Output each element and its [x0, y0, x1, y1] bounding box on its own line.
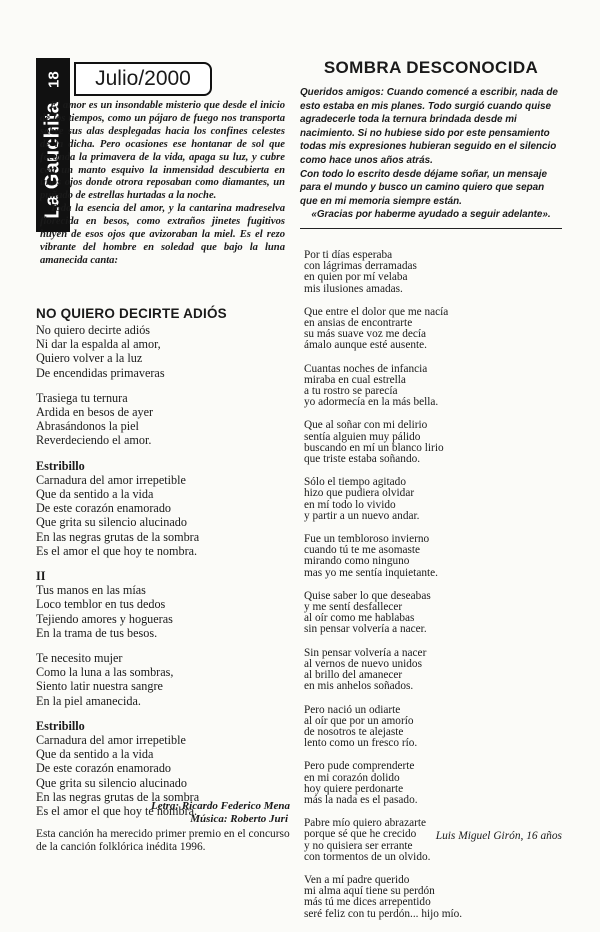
poem-line: Pero nació un odiarte: [304, 703, 401, 716]
letter-paragraph: Con todo lo escrito desde déjame soñar, un mensaje para el mundo y busco un camino quiero que sepan que en mi memoria siempre están.: [300, 168, 547, 207]
poem-line: y partir a un nuevo andar.: [304, 509, 420, 522]
poem-line: miraba en cual estrella: [304, 373, 406, 386]
poem-line: en ansias de encontrarte: [304, 317, 413, 330]
song-line: Como la luna a las sombras,: [36, 665, 174, 680]
song-line: En la trama de tus besos.: [36, 625, 158, 640]
song-stanza: [36, 651, 286, 708]
song-title: NO QUIERO DECIRTE ADIÓS: [36, 306, 227, 321]
magazine-name: La Gauchita: [41, 102, 64, 219]
poem-line: Ven a mí padre querido: [304, 873, 410, 886]
song-line: De este corazón enamorado: [36, 501, 172, 516]
song-line: Abrasándonos la piel: [36, 419, 139, 434]
poem-line: de nosotros te alejaste: [304, 725, 404, 738]
poem-stanza: [304, 761, 566, 806]
poem-line: ámalo aunque esté ausente.: [304, 339, 427, 352]
poem-line: mas yo me sentía inquietante.: [304, 566, 438, 579]
poem-author: Luis Miguel Girón, 16 años: [435, 830, 562, 842]
lyrics-credit: Letra: Ricardo Federico Mena: [150, 800, 290, 812]
poem-line: más tú me dices arrepentido: [304, 896, 431, 909]
poem-line: que triste estaba soñando.: [304, 453, 421, 466]
song-line: Que grita su silencio alucinado: [36, 515, 187, 530]
intro-paragraph: El amor es un insondable misterio que desde el inicio de los tiempos, como un pájaro de fuego nos transporta sobre sus alas desplegadas hacia los confines celestes de la dicha. Pero ocasiones ese hontanar de sol que fecunda la primavera de la vida, apaga su luz, y cubre con un manto esquivo la inmensidad descubierta en unos ojos donde otrora reposaban como diamantes, un puñado de estrellas hurtadas a la noche.: [40, 100, 285, 202]
song-line: En las negras grutas de la sombra: [36, 789, 200, 804]
song-stanzas: [36, 323, 286, 818]
poem-stanza: [304, 875, 566, 920]
issue-date: Julio/2000: [74, 62, 212, 96]
poem-stanza: [304, 591, 566, 636]
page-number: 18: [45, 71, 63, 88]
song: [36, 306, 286, 829]
poem-line: sentía alguien muy pálido: [304, 430, 421, 443]
poem-line: más la nada es el pasado.: [304, 793, 418, 806]
poem-line: en mi corazón dolido: [304, 771, 400, 784]
poem-stanza: [304, 364, 566, 409]
poem-line: en mis anhelos soñados.: [304, 680, 414, 693]
song-line: En la piel amanecida.: [36, 693, 141, 708]
poem-title: SOMBRA DESCONOCIDA: [323, 58, 539, 77]
poem-line: y me sentí desfallecer: [304, 601, 403, 614]
song-stanza: [36, 569, 286, 640]
song-stanza: [36, 391, 286, 448]
song-line: Es el amor el que hoy te nombra.: [36, 804, 198, 819]
poem-line: yo adormecía en la más bella.: [304, 396, 439, 409]
song-line: En las negras grutas de la sombra: [36, 529, 200, 544]
poem-line: seré feliz con tu perdón... hijo mío.: [304, 907, 463, 920]
song-line: Trasiega tu ternura: [36, 390, 128, 405]
song-line: Siento latir nuestra sangre: [36, 679, 163, 694]
poem-line: Pero pude comprenderte: [304, 760, 415, 773]
poem-line: Quise saber lo que deseabas: [304, 589, 431, 602]
letter-thanks: «Gracias por haberme ayudado a seguir adelante».: [311, 209, 551, 221]
poem-line: lento como un fresco río.: [304, 737, 418, 750]
poem-line: cuando tú te me asomaste: [304, 544, 421, 557]
song-line: Carnadura del amor irrepetible: [36, 733, 186, 748]
music-credit: Música: Roberto Juri: [190, 813, 288, 825]
song-line: Que da sentido a la vida: [36, 487, 154, 502]
poem-line: al oír como me hablabas: [304, 612, 415, 625]
poem-line: buscando en mí un blanco lirio: [304, 441, 444, 454]
song-line: No quiero decirte adiós: [36, 323, 151, 337]
poem-line: en mí todo lo vivido: [304, 498, 396, 511]
intro-text: [40, 100, 285, 268]
poem-line: a tu rostro se parecía: [304, 385, 398, 398]
poem-line: Que al soñar con mi delirio: [304, 419, 428, 432]
award-note: Esta canción ha merecido primer premio en el concurso de la canción folklórica inédita 1996.: [36, 828, 290, 854]
poem-stanza: [304, 648, 566, 693]
poem-line: Fue un tembloroso invierno: [304, 533, 430, 546]
song-line: De encendidas primaveras: [36, 365, 165, 380]
poem-line: mis ilusiones amadas.: [304, 282, 403, 295]
poem-line: Sólo el tiempo agitado: [304, 476, 406, 489]
stanza-heading: Estribillo: [36, 718, 85, 733]
poem-header: [300, 58, 562, 237]
song-line: Que grita su silencio alucinado: [36, 775, 187, 790]
song-line: Ardida en besos de ayer: [36, 405, 154, 420]
song-line: Carnadura del amor irrepetible: [36, 472, 186, 487]
song-line: Es el amor el que hoy te nombra.: [36, 543, 198, 558]
poem-stanza: [304, 250, 566, 295]
song-line: Que da sentido a la vida: [36, 747, 154, 762]
poem-stanza: [304, 420, 566, 465]
poem-letter: [300, 86, 562, 222]
song-stanza: [36, 459, 286, 558]
poem-line: al vernos de nuevo unidos: [304, 657, 422, 670]
poem-line: al brillo del amanecer: [304, 669, 403, 682]
poem-line: Pabre mío quiero abrazarte: [304, 817, 427, 830]
poem-line: mi alma aquí tiene su perdón: [304, 885, 435, 898]
letter-paragraph: Queridos amigos: Cuando comencé a escribir, nada de esto estaba en mis planes. Todo surgió cuando quise agradecerle toda la ternura brindada desde mi nacimiento. Si no hubiese sido por este pensamiento todas mis expresiones hubieran seguido en el silencio como hace unos años atrás.: [300, 87, 558, 166]
poem-line: Por ti días esperaba: [304, 249, 393, 261]
poem-line: su más suave voz me decía: [304, 328, 427, 341]
song-line: De este corazón enamorado: [36, 761, 172, 776]
poem-line: hoy quiere perdonarte: [304, 782, 404, 795]
song-line: Tejiendo amores y hogueras: [36, 611, 173, 626]
poem-line: con tormentos de un olvido.: [304, 850, 431, 863]
song-line: Tus manos en las mías: [36, 583, 146, 598]
song-line: Te necesito mujer: [36, 651, 123, 666]
song-line: Ni dar la espalda al amor,: [36, 337, 161, 352]
poem-line: con lágrimas derramadas: [304, 260, 417, 273]
poem-stanza: [304, 477, 566, 522]
song-credits: [36, 800, 290, 826]
song-line: Loco temblor en tus dedos: [36, 597, 166, 612]
poem-stanza: [304, 307, 566, 352]
song-stanza: [36, 323, 286, 380]
stanza-heading: Estribillo: [36, 458, 85, 473]
poem-line: Cuantas noches de infancia: [304, 362, 428, 375]
poem-line: hizo que pudiera olvidar: [304, 487, 415, 500]
song-line: Quiero volver a la luz: [36, 351, 143, 366]
stanza-heading: II: [36, 569, 46, 584]
poem-line: Que entre el dolor que me nacía: [304, 305, 449, 318]
intro-paragraph: Toda la esencia del amor, y la cantarina madreselva florecida en besos, como extraños jinetes fugitivos huyen de esos ojos que avizoraban la miel. Es el rezo vibrante del hombre en soledad que bajo la luna amanecida canta:: [40, 203, 285, 266]
poem-line: en quien por mí velaba: [304, 271, 408, 284]
poem-line: sin pensar volvería a nacer.: [304, 623, 427, 636]
poem-line: al oír que por un amorío: [304, 714, 414, 727]
divider: [300, 228, 562, 229]
song-line: Reverdeciendo el amor.: [36, 433, 152, 448]
poem-line: y no quisiera ser errante: [304, 839, 413, 852]
poem-line: porque sé que he crecido: [304, 828, 417, 841]
poem-stanza: [304, 534, 566, 579]
poem-line: mirando como ninguno: [304, 555, 410, 568]
poem-stanza: [304, 705, 566, 750]
poem-line: Sin pensar volvería a nacer: [304, 646, 427, 659]
